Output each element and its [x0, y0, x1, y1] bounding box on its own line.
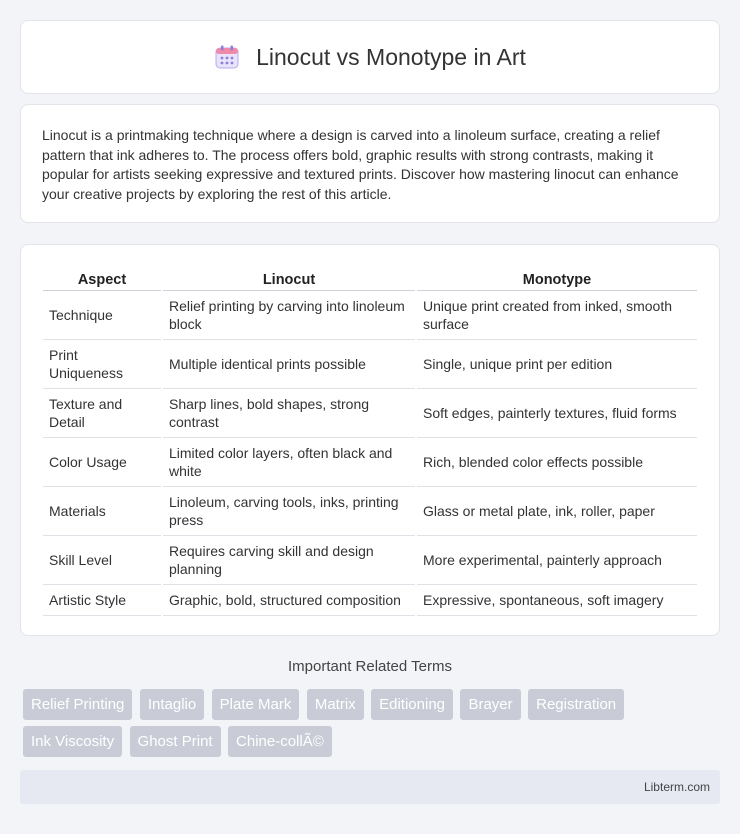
- tag-intaglio[interactable]: Intaglio: [140, 689, 204, 720]
- tag-registration[interactable]: Registration: [528, 689, 624, 720]
- table-row: [43, 585, 697, 616]
- header-monotype: Monotype: [417, 267, 697, 291]
- tag-matrix[interactable]: Matrix: [307, 689, 364, 720]
- intro-paragraph: Linocut is a printmaking technique where a design is carved into a linoleum surface, creating a relief pattern that ink adheres to. The process offers bold, graphic results with strong contrasts, making it popular for artists seeking expressive and textured prints. Discover how mastering linocut can enhance your creative projects by exploring the rest of this article.: [42, 127, 679, 202]
- cell-monotype: Single, unique print per edition: [417, 340, 697, 389]
- cell-monotype: Expressive, spontaneous, soft imagery: [417, 585, 697, 616]
- table-row: [43, 536, 697, 585]
- table-row: [43, 389, 697, 438]
- header-card: [20, 20, 720, 94]
- cell-monotype: Soft edges, painterly textures, fluid forms: [417, 389, 697, 438]
- cell-aspect: Texture and Detail: [43, 389, 161, 438]
- table-row: [43, 438, 697, 487]
- tag-chine-colle[interactable]: Chine-collÃ©: [228, 726, 332, 757]
- footer: [20, 770, 720, 804]
- cell-monotype: Rich, blended color effects possible: [417, 438, 697, 487]
- related-terms-list: [23, 689, 723, 763]
- header-linocut: Linocut: [163, 267, 415, 291]
- cell-monotype: Glass or metal plate, ink, roller, paper: [417, 487, 697, 536]
- tag-ghost-print[interactable]: Ghost Print: [130, 726, 221, 757]
- cell-aspect: Print Uniqueness: [43, 340, 161, 389]
- cell-aspect: Materials: [43, 487, 161, 536]
- tag-plate-mark[interactable]: Plate Mark: [212, 689, 300, 720]
- header-aspect: Aspect: [43, 267, 161, 291]
- footer-site-link[interactable]: Libterm.com: [643, 780, 710, 794]
- table-row: [43, 487, 697, 536]
- page-title: Linocut vs Monotype in Art: [256, 43, 526, 70]
- cell-linocut: Graphic, bold, structured composition: [163, 585, 415, 616]
- cell-linocut: Sharp lines, bold shapes, strong contrast: [163, 389, 415, 438]
- cell-linocut: Limited color layers, often black and white: [163, 438, 415, 487]
- cell-linocut: Requires carving skill and design planning: [163, 536, 415, 585]
- intro-card: [20, 104, 720, 223]
- related-terms-title: Important Related Terms: [288, 658, 452, 675]
- tag-relief-printing[interactable]: Relief Printing: [23, 689, 132, 720]
- cell-monotype: More experimental, painterly approach: [417, 536, 697, 585]
- comparison-table: [41, 267, 699, 616]
- cell-linocut: Linoleum, carving tools, inks, printing press: [163, 487, 415, 536]
- cell-aspect: Technique: [43, 291, 161, 340]
- cell-linocut: Multiple identical prints possible: [163, 340, 415, 389]
- table-row: [43, 340, 697, 389]
- cell-linocut: Relief printing by carving into linoleum block: [163, 291, 415, 340]
- calendar-icon: [214, 44, 240, 70]
- cell-monotype: Unique print created from inked, smooth surface: [417, 291, 697, 340]
- tag-editioning[interactable]: Editioning: [371, 689, 453, 720]
- table-row: [43, 291, 697, 340]
- cell-aspect: Skill Level: [43, 536, 161, 585]
- cell-aspect: Artistic Style: [43, 585, 161, 616]
- table-header-row: [43, 267, 697, 291]
- tag-brayer[interactable]: Brayer: [460, 689, 520, 720]
- cell-aspect: Color Usage: [43, 438, 161, 487]
- tag-ink-viscosity[interactable]: Ink Viscosity: [23, 726, 122, 757]
- comparison-card: [20, 244, 720, 636]
